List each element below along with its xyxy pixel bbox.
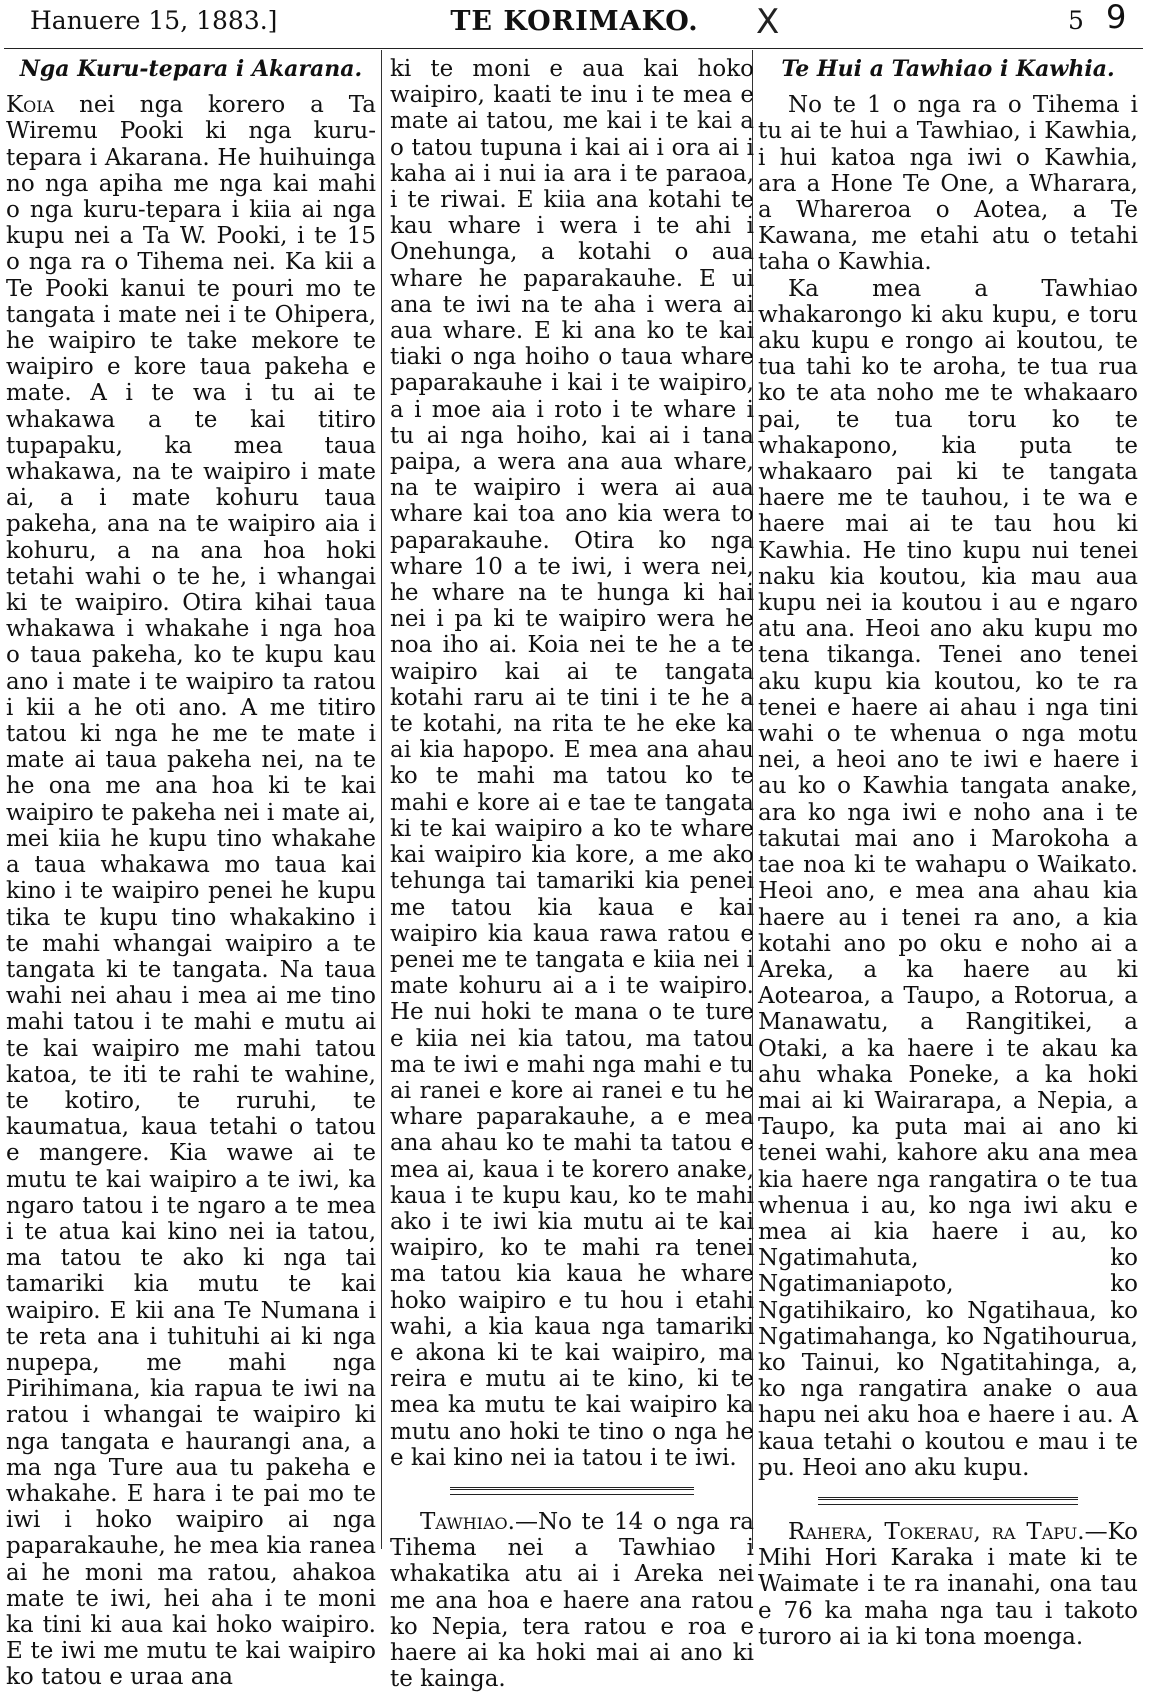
- handwritten-x-mark: X: [756, 2, 780, 42]
- column-2: [390, 56, 754, 1692]
- page-header: [0, 0, 1149, 50]
- notice-death: [758, 1519, 1138, 1650]
- newspaper-title: TE KORIMAKO.: [450, 6, 699, 37]
- article-heading-hui: Te Hui a Tawhiao i Kawhia.: [781, 56, 1115, 82]
- column-3: [758, 56, 1138, 1650]
- notice-lead: Tawhiao.: [420, 1508, 515, 1535]
- notice-lead: Rahera, Tokerau, ra Tapu.: [788, 1518, 1085, 1545]
- column-divider-1: [381, 50, 382, 1549]
- issue-date: Hanuere 15, 1883.]: [30, 6, 278, 35]
- lead-word: Koia: [6, 92, 55, 119]
- notice-text: —Ko Mihi Hori Karaka i mate ki te Waimate i te ra inanahi, ona tau e 76 ka maha nga tau i takoto turoro ai ia ki tona moenga.: [758, 1518, 1138, 1650]
- notice-text: —No te 14 o nga ra Tihema nei a Tawhiao i whakatika atu ai i Areka nei me ana hoa e haere ana ratou ko Nepia, tera ratou e roa e haere ai ka hoki mai ai ano ki te kainga.: [390, 1508, 754, 1692]
- handwritten-page-mark: 9: [1106, 0, 1127, 36]
- article-text: nei nga korero a Ta Wiremu Pooki ki nga kuru-tepara i Akarana. He huihuinga no nga apiha me nga kai mahi o nga kuru-tepara i kiia ai nga kupu nei a Ta W. Pooki, i te 15 o nga ra o Tihema nei. Ka kii a Te Pooki kanui te pouri mo te tangata i mate nei i te Ohipera, he waipiro te take mekore te waipiro e kore taua pakeha e mate. A i te wa i tu ai te whakawa a te kai titiro tupapaku, ka mea taua whakawa, na te waipiro i mate ai, a i mate kohuru taua pakeha, ana na te waipiro aia i kohuru, a na ana hoa hoki tetahi wahi o te he, i whangai ki te waipiro. Otira kihai taua whakawa i whakahe i nga hoa o taua pakeha, ko te kupu kau ano i mate i te waipiro ta ratou i kii a he oti ano. A me titiro tatou ki nga he me te mate i mate ai taua pakeha nei, na te he ona me ana hoa ki te kai waipiro te pakeha nei i mate ai, mei kiia he kupu tino whakahe a taua whakawa mo taua kai kino i te waipiro penei he kupu tika te kupu tino whakakino i te mahi whangai waipiro a te tangata ki te tangata. Na taua wahi nei ahau i mea ai me tino mahi tatou i te mahi e mutu ai te kai waipiro me mahi tatou katoa, te iti te rahi te wahine, te kotiro, te ruruhi, te kaumatua, kaua tetahi o tatou e mangere. Kia wawe ai te mutu te kai waipiro a te iwi, ka ngaro tatou i te ngaro a te mea i te atua kai kino nei ia tatou, ma tatou te ako ki nga tai tamariki kia mutu te kai waipiro. E kii ana Te Numana i te reta ana i tuhituhi ai ki nga nupepa, me mahi nga Pirihimana, kia rapua te iwi na ratou i whangai te waipiro ki nga tangata e haurangi ana, a ma nga Ture aua tu pakeha e whakahe. E hara i te pai mo te iwi i hoko waipiro ai nga paparakauhe, he mea kia ranea ai he moni ma ratou, ahakoa mate te iwi, hei aha i te moni ka tini ki aua kai hoko waipiro. E te iwi me mutu te kai waipiro ko tatou e uraa ana: [6, 92, 376, 1691]
- article-hui-paragraph-1: No te 1 o nga ra o Tihema i tu ai te hui a Tawhiao, i Kawhia, i hui katoa nga iwi o Kawhia, ara a Hone Te One, a Wharara, a Whareroa o Aotea, a Te Kawana, me etahi atu o tetahi taha o Kawhia.: [758, 92, 1138, 276]
- section-divider: [450, 1487, 694, 1495]
- header-rule: [4, 48, 1143, 49]
- page-number: 5: [1068, 6, 1084, 35]
- article-body-clubs: [6, 92, 376, 1690]
- article-hui-paragraph-2: Ka mea a Tawhiao whakarongo ki aku kupu, e toru aku kupu e rongo ai koutou, te tua tahi ko te aroha, te tua rua ko te ata noho me te whakaaro pai, te tua toru ko te whakapono, kia puta te whakaaro pai ki te tangata haere me te tauhou, i te wa e haere mai ai te tau hou ki Kawhia. He tino kupu nui tenei naku kia koutou, kia mau aua kupu nei ia koutou i au e ngaro atu ana. Heoi ano aku kupu mo tena tikanga. Tenei ano tenei aku kupu kia koutou, ko te ra tenei e haere ai ahau i nga tini wahi o te whenua o nga motu nei, a heoi ano te iwi e haere i au ko o Kawhia tangata anake, ara ko nga iwi e noho ana i te takutai mai ano i Marokoha a tae noa ki te wahapu o Waikato. Heoi ano, e mea ana ahau kia haere au i tenei ra ano, a kia kotahi ano po oku e noho ai a Areka, a ka haere au ki Aotearoa, a Taupo, a Rotorua, a Manawatu, a Rangitikei, a Otaki, a ka haere i te akau ka ahu whaka Poneke, a ka hoki mai ai ki Wairarapa, a Nepia, a Taupo, ka puta mai ai ano ki tenei wahi, kahore aku ana mea kia haere nga rangatira o te tua whenua i au, ko nga iwi aku e mea ai kia haere i au, ko Ngatimahuta, ko Ngatimaniapoto, ko Ngatihikairo, ko Ngatihaua, ko Ngatimahanga, ko Ngatihourua, ko Tainui, ko Ngatitahinga, a, ko nga rangatira anake o aua hapu nei aku hoa e haere i au. A kaua tetahi o koutou e mau i te pu. Heoi ano aku kupu.: [758, 275, 1138, 1481]
- article-body-continued: ki te moni e aua kai hoko waipiro, kaati te inu i te mea e mate ai tatou, me kai i te kai a o tatou tupuna i kai ai i ora ai i kaha ai i nui ia ara i te paraoa, i te riwai. E kiia ana kotahi te kau whare i wera i te ahi i Onehunga, a kotahi o aua whare he paparakauhe. E ui ana te iwi na te aha i wera ai aua whare. E ki ana ko te kai tiaki o nga hoiho o taua whare paparakauhe i kai i te waipiro, a i moe aia i roto i te whare i tu ai nga hoiho, kai ai i tana paipa, a wera ana aua whare, na te waipiro i wera ai aua whare kai toa ano kia wera to paparakauhe. Otira ko nga whare 10 a te iwi, i wera nei, he whare na te hunga ki hai nei i pa ki te waipiro wera he noa iho ai. Koia nei te he a te waipiro kai ai te tangata kotahi raru ai te tini i te he a te kotahi, na rita te he eke ka ai kia hapopo. E mea ana ahau ko te mahi ma tatou ko te mahi e kore ai e tae te tangata ki te kai waipiro a ko te whare kai waipiro kia kore, a me ako tehunga tai tamariki kia penei me tatou kia kaua e kai waipiro kia kaua rawa ratou e penei me te tangata e kiia nei i mate kohuru ai a i te waipiro. He nui hoki te mana o te ture e kiia nei kia tatou, ma tatou ma te iwi e mahi nga mahi e tu ai ranei e kore ai ranei e tu he whare paparakauhe, a e mea ana ahau ko te mahi ta tatou e mea ai, kaua i te korero anake, kaua i te kupu kau, ko te mahi ako i te iwi kia mutu ai te kai waipiro, ko te mahi ra tenei ma tatou kia kaua he whare hoko waipiro e tu hou i etahi wahi, a kia kaua nga tamariki e akona ki te kai waipiro, ma reira e mutu ai te kino, ki te mea ka mutu te kai waipiro ka mutu ano hoki te tino o nga he e kai kino nei ia tatou i te iwi.: [390, 56, 754, 1471]
- column-1: [6, 56, 376, 1691]
- notice-tawhiao: [390, 1509, 754, 1692]
- article-heading-clubs: Nga Kuru-tepara i Akarana.: [19, 56, 363, 82]
- section-divider: [818, 1497, 1078, 1505]
